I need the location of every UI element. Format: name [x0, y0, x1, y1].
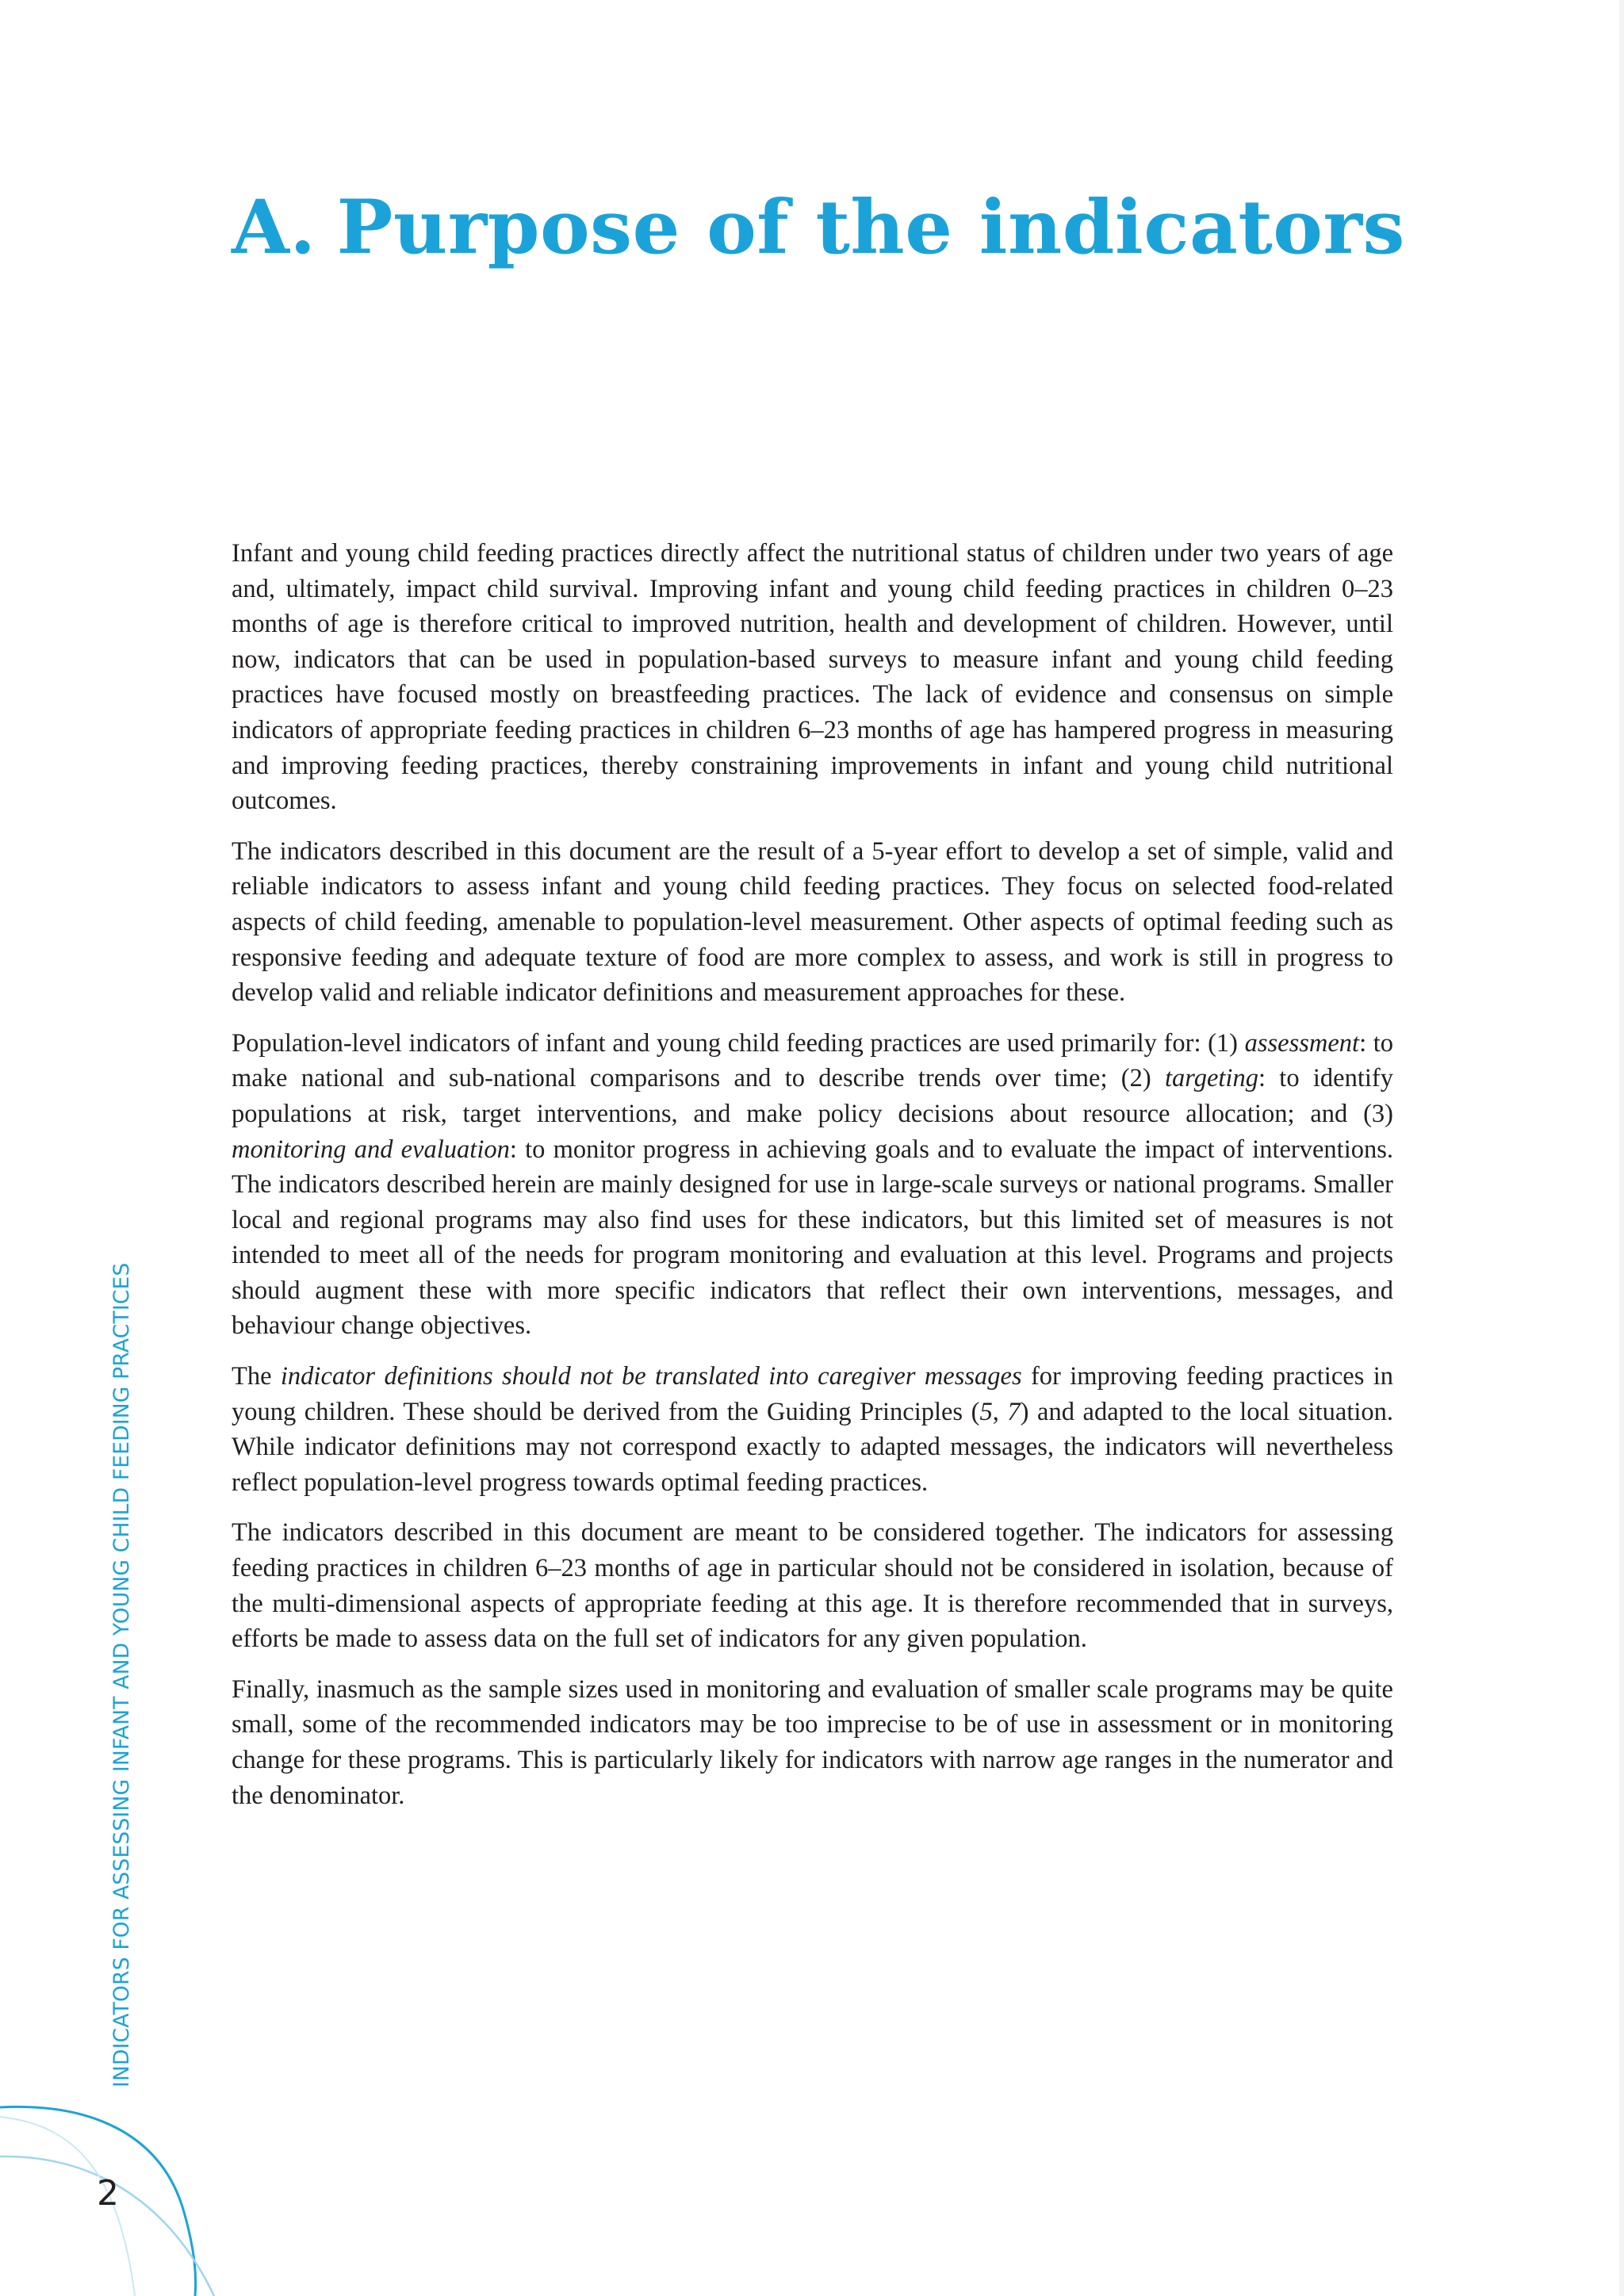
term-assessment: assessment — [1244, 1028, 1360, 1058]
reference-7: 7 — [1007, 1397, 1021, 1426]
paragraph-4-text-1: The — [232, 1362, 281, 1391]
section-heading — [232, 184, 1405, 271]
paragraph-3-text-3: : to identify populations at risk, target interventions, and make policy decisions about resource allocation; and (3) — [232, 1064, 1393, 1128]
term-monitoring-evaluation: monitoring and evaluation — [232, 1135, 510, 1164]
paragraph-5: The indicators described in this document are meant to be considered together. The indicators for assessing feeding practices in children 6–23 months of age in particular should not be considered in isolation, because of the multi-dimensional aspects of appropriate feeding at this age. It is therefore recommended that in surveys, efforts be made to assess data on the full set of indicators for any given population. — [232, 1518, 1393, 1654]
paragraph-6: Finally, inasmuch as the sample sizes used in monitoring and evaluation of smaller scale programs may be quite small, some of the recommended indicators may be too imprecise to be of use in assessment or in monitoring change for these programs. This is particularly likely for indicators with narrow age ranges in the numerator and the denominator. — [232, 1674, 1393, 1810]
paragraph-3-text-4: : to monitor progress in achieving goals and to evaluate the impact of interventions. The indicators described herein are mainly designed for use in large-scale surveys or national programs. Smaller local and regional programs may also find uses for these indicators, but this limited set of measures is not intended to meet all of the needs for program monitoring and evaluation at this level. Programs and projects should augment these with more specific indicators that reflect their own interventions, messages, and behaviour change objectives. — [232, 1135, 1393, 1341]
paragraph-3-text-2: : to make national and sub-national comparisons and to describe trends over time; (2) — [232, 1028, 1393, 1093]
page-number: 2 — [97, 2173, 119, 2214]
paragraph-3-text-1: Population-level indicators of infant and young child feeding practices are used primarily for: (1) — [232, 1028, 1245, 1058]
paragraph-1: Infant and young child feeding practices directly affect the nutritional status of children under two years of age and, ultimately, impact child survival. Improving infant and young child feeding practices in children 0–23 months of age is therefore critical to improved nutrition, health and development of children. However, until now, indicators that can be used in population-based surveys to measure infant and young child feeding practices have focused mostly on breastfeeding practices. The lack of evidence and consensus on simple indicators of appropriate feeding practices in children 6–23 months of age has hampered progress in measuring and improving feeding practices, thereby constraining improvements in infant and young child nutritional outcomes. — [232, 539, 1393, 816]
running-header-vertical: INDICATORS FOR ASSESSING INFANT AND YOUNG CHILD FEEDING PRACTICES — [109, 1262, 134, 2087]
paragraph-4-text-3: ) and adapted to the local situation. While indicator definitions may not correspond exactly to adapted messages, the indicators will nevertheless reflect population-level progress towards optimal feeding practices. — [232, 1397, 1394, 1497]
section-letter: A. — [232, 184, 316, 271]
emphasis-indicator-definitions: indicator definitions should not be translated into caregiver messages — [280, 1362, 1022, 1391]
reference-5: 5 — [979, 1397, 993, 1426]
section-title: Purpose of the indicators — [336, 184, 1405, 271]
paragraph-3 — [232, 1026, 1393, 1344]
body-text — [232, 536, 1393, 1828]
decorative-curves — [0, 2061, 254, 2296]
reference-separator: , — [992, 1397, 1008, 1426]
term-targeting: targeting — [1165, 1064, 1258, 1093]
paragraph-2: The indicators described in this document are the result of a 5-year effort to develop a set of simple, valid and reliable indicators to assess infant and young child feeding practices. They focus on selected food-related aspects of child feeding, amenable to population-level measurement. Other aspects of optimal feeding such as responsive feeding and adequate texture of food are more complex to assess, and work is still in progress to develop valid and reliable indicator definitions and measurement approaches for these. — [232, 836, 1393, 1008]
paragraph-4 — [232, 1359, 1393, 1500]
paragraph-4-text-2: for improving feeding practices in young children. These should be derived from the Guiding Principles ( — [232, 1362, 1393, 1426]
page-edge-shadow — [1619, 0, 1624, 2296]
